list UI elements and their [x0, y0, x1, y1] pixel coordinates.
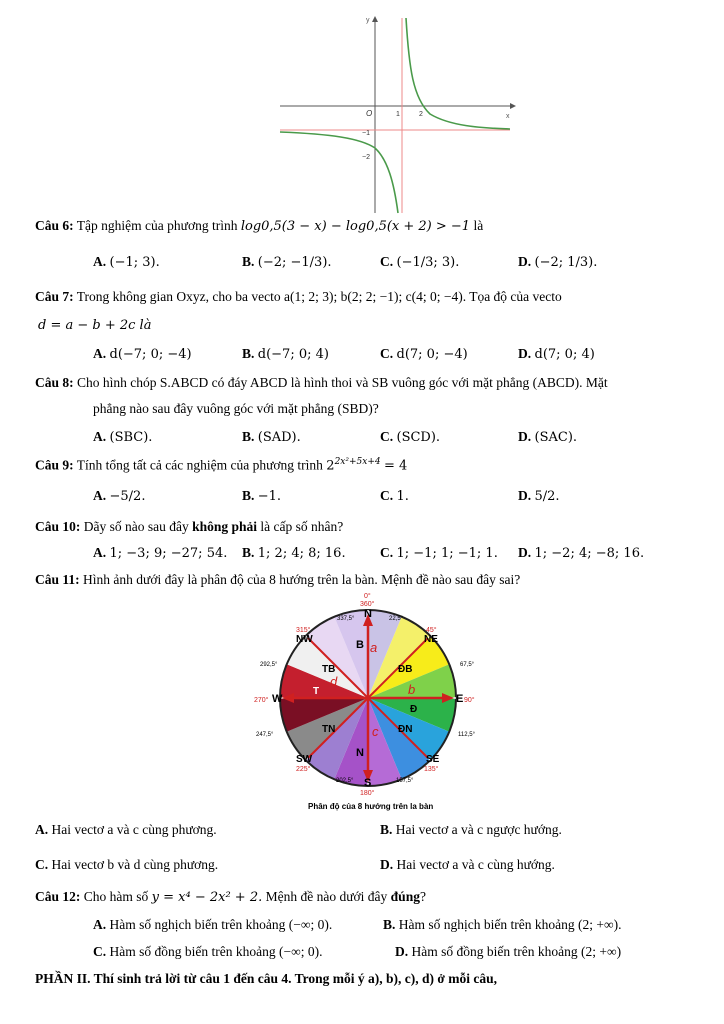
- origin-label: O: [366, 109, 373, 118]
- option-letter: D.: [518, 254, 532, 269]
- q6-stem: [35, 218, 483, 234]
- option-value: 1; −3; 9; −27; 54.: [109, 546, 228, 561]
- option-letter: C.: [380, 429, 394, 444]
- deg-112: 112,5°: [458, 732, 475, 738]
- q12-text-post: ?: [419, 889, 426, 904]
- label-t: T: [313, 686, 320, 697]
- option-letter: C.: [35, 857, 49, 872]
- q7-line2: d = a − b + 2c là: [38, 318, 152, 333]
- deg-90: 90°: [464, 697, 475, 704]
- q8-option-d[interactable]: [518, 429, 577, 445]
- q7-label: Câu 7:: [35, 289, 74, 304]
- q7-option-d[interactable]: [518, 346, 595, 362]
- q12-option-c[interactable]: [93, 944, 322, 960]
- q12-text-pre: Cho hàm số: [83, 889, 149, 904]
- deg-157: 157,5°: [396, 778, 414, 784]
- q8-option-a[interactable]: [93, 429, 152, 445]
- option-letter: A.: [93, 346, 107, 361]
- label-dn: ĐN: [398, 724, 413, 735]
- q10-stem: [35, 519, 343, 535]
- q11-option-a[interactable]: [35, 822, 217, 838]
- option-value: (SAC).: [534, 430, 578, 445]
- deg-247: 247,5°: [256, 732, 274, 738]
- label-db: ĐB: [398, 664, 413, 675]
- option-value: (SBC).: [109, 430, 153, 445]
- q8-text: Cho hình chóp S.ABCD có đáy ABCD là hình thoi và SB vuông góc với mặt phẳng (ABCD). Mặt: [77, 375, 608, 390]
- deg-337: 337,5°: [337, 616, 355, 622]
- tick-x1: 1: [396, 111, 400, 118]
- option-value: −5/2.: [109, 489, 146, 504]
- q10-option-d[interactable]: [518, 545, 644, 561]
- q7-text: Trong không gian Oxyz, cho ba vecto a(1; 2; 3); b(2; 2; −1); c(4; 0; −4). Tọa độ của vecto: [76, 289, 562, 304]
- function-graph: [270, 8, 520, 218]
- option-value: Hàm số nghịch biến trên khoảng (−∞; 0).: [109, 917, 333, 932]
- q11-text: Hình ảnh dưới đây là phân độ của 8 hướng trên la bàn. Mệnh đề nào sau đây sai?: [83, 572, 521, 587]
- q9-option-d[interactable]: [518, 488, 560, 504]
- option-letter: D.: [518, 545, 532, 560]
- option-value: 1; −2; 4; −8; 16.: [534, 546, 645, 561]
- option-letter: B.: [242, 488, 255, 503]
- axis-x-label: x: [506, 113, 510, 120]
- label-west: W: [272, 693, 283, 705]
- option-value: Hàm số đồng biến trên khoảng (−∞; 0).: [109, 944, 323, 959]
- option-letter: B.: [380, 822, 393, 837]
- option-value: (SCD).: [396, 430, 441, 445]
- q8-option-b[interactable]: [242, 429, 301, 445]
- vec-c-label: c: [372, 724, 379, 739]
- q9-text: Tính tổng tất cả các nghiệm của phương trình: [76, 457, 323, 473]
- option-value: Hai vectơ a và c ngược hướng.: [395, 822, 562, 837]
- q7-option-b[interactable]: [242, 346, 329, 362]
- option-value: d(7; 0; 4): [534, 347, 595, 362]
- q12-option-d[interactable]: [395, 944, 621, 960]
- option-value: Hai vectơ a và c cùng phương.: [51, 822, 217, 837]
- q7-stem: [35, 289, 562, 305]
- option-value: Hàm số đồng biến trên khoảng (2; +∞): [411, 944, 622, 959]
- q6-option-c[interactable]: [380, 254, 459, 270]
- compass-diagram: [252, 590, 482, 812]
- option-value: 5/2.: [534, 489, 560, 504]
- q7-option-a[interactable]: [93, 346, 192, 362]
- label-nn: N: [356, 747, 364, 759]
- option-letter: A.: [93, 545, 107, 560]
- q6-label: Câu 6:: [35, 218, 74, 233]
- deg-225: 225°: [296, 766, 311, 773]
- tick-y2: −2: [362, 154, 370, 161]
- q8-line2: phẳng nào sau đây vuông góc với mặt phẳng (SBD)?: [93, 401, 379, 416]
- q11-option-b[interactable]: [380, 822, 562, 838]
- q12-stem: [35, 889, 426, 905]
- option-letter: C.: [380, 545, 394, 560]
- deg-292: 292,5°: [260, 662, 278, 668]
- option-value: 1; 2; 4; 8; 16.: [257, 546, 346, 561]
- option-value: −1.: [257, 489, 282, 504]
- q12-text-mid: Mệnh đề nào dưới đây: [265, 889, 388, 904]
- option-letter: A.: [35, 822, 49, 837]
- q11-stem: [35, 572, 520, 588]
- option-value: (−1/3; 3).: [396, 255, 460, 270]
- option-letter: D.: [518, 488, 532, 503]
- option-value: d(7; 0; −4): [396, 347, 468, 362]
- q11-option-c[interactable]: [35, 857, 218, 873]
- q10-option-a[interactable]: [93, 545, 227, 561]
- option-letter: D.: [380, 857, 394, 872]
- label-tb: TB: [322, 664, 336, 675]
- q9-expr-exp: 2x²+5x+4: [334, 457, 381, 467]
- q8-option-c[interactable]: [380, 429, 440, 445]
- deg-360: 360°: [360, 601, 375, 608]
- q12-option-a[interactable]: [93, 917, 332, 933]
- option-letter: D.: [395, 944, 409, 959]
- q10-text-pre: Dãy số nào sau đây: [83, 519, 189, 534]
- q9-option-b[interactable]: [242, 488, 281, 504]
- deg-270: 270°: [254, 697, 269, 704]
- vec-a-label: a: [370, 640, 378, 655]
- q11-option-d[interactable]: [380, 857, 555, 873]
- label-b: B: [356, 639, 364, 651]
- option-value: 1; −1; 1; −1; 1.: [396, 546, 498, 561]
- q6-expr: log0,5(3 − x) − log0,5(x + 2) > −1: [240, 219, 471, 234]
- option-value: Hàm số nghịch biến trên khoảng (2; +∞).: [398, 917, 622, 932]
- option-value: (−2; −1/3).: [257, 255, 332, 270]
- option-letter: A.: [93, 917, 107, 932]
- option-letter: A.: [93, 488, 107, 503]
- q9-expr-base: 2: [326, 458, 335, 474]
- label-south: S: [364, 777, 372, 789]
- option-letter: C.: [93, 944, 107, 959]
- q9-option-a[interactable]: [93, 488, 145, 504]
- q9-option-c[interactable]: [380, 488, 409, 504]
- deg-67: 67,5°: [460, 662, 475, 668]
- part2-heading: PHẦN II. Thí sinh trả lời từ câu 1 đến câu 4. Trong mỗi ý a), b), c), d) ở mỗi câu,: [35, 971, 497, 986]
- q6-text: Tập nghiệm của phương trình: [76, 218, 238, 233]
- deg-180: 180°: [360, 790, 375, 797]
- tick-y1: −1: [362, 130, 370, 137]
- option-letter: B.: [242, 254, 255, 269]
- q6-option-a[interactable]: [93, 254, 160, 270]
- compass-caption: Phân độ của 8 hướng trên la bàn: [308, 802, 434, 811]
- q8-label: Câu 8:: [35, 375, 74, 390]
- deg-135: 135°: [424, 766, 439, 773]
- label-tn: TN: [322, 724, 336, 735]
- q9-label: Câu 9:: [35, 457, 74, 473]
- deg-315: 315°: [296, 627, 311, 634]
- label-ne: NE: [424, 634, 438, 645]
- option-value: d(−7; 0; 4): [257, 347, 329, 362]
- label-d: Đ: [410, 704, 418, 715]
- deg-0: 0°: [364, 593, 371, 600]
- label-se: SE: [426, 754, 440, 765]
- vec-b-label: b: [408, 682, 416, 697]
- q10-option-c[interactable]: [380, 545, 498, 561]
- option-letter: B.: [242, 429, 255, 444]
- deg-45: 45°: [426, 627, 437, 634]
- q12-expr: y = x⁴ − 2x² + 2.: [151, 890, 263, 905]
- label-east: E: [456, 693, 464, 705]
- tick-x2: 2: [419, 111, 423, 118]
- q6-tail: là: [473, 218, 484, 233]
- q10-text-post: là cấp số nhân?: [260, 519, 344, 534]
- label-north: N: [364, 608, 372, 620]
- option-letter: B.: [242, 346, 255, 361]
- option-value: d(−7; 0; −4): [109, 347, 192, 362]
- option-letter: A.: [93, 429, 107, 444]
- q12-text-bold: đúng: [390, 889, 420, 904]
- q11-label: Câu 11:: [35, 572, 80, 587]
- option-letter: B.: [383, 917, 396, 932]
- label-sw: SW: [296, 754, 313, 765]
- option-value: (−2; 1/3).: [534, 255, 598, 270]
- option-letter: D.: [518, 429, 532, 444]
- q6-option-b[interactable]: [242, 254, 332, 270]
- option-letter: C.: [380, 488, 394, 503]
- option-letter: B.: [242, 545, 255, 560]
- q9-expr-rhs: = 4: [383, 458, 408, 474]
- option-value: Hai vectơ a và c cùng hướng.: [396, 857, 555, 872]
- q8-stem: [35, 375, 608, 391]
- vec-d-label: d: [330, 674, 338, 689]
- q10-label: Câu 10:: [35, 519, 81, 534]
- q10-option-b[interactable]: [242, 545, 346, 561]
- option-value: (−1; 3).: [109, 255, 160, 270]
- q6-option-d[interactable]: [518, 254, 597, 270]
- option-value: (SAD).: [257, 430, 301, 445]
- deg-22: 22,5°: [389, 616, 404, 622]
- axis-y-label: y: [366, 17, 370, 24]
- q10-text-bold: không phải: [192, 519, 258, 534]
- option-value: 1.: [396, 489, 409, 504]
- option-value: Hai vectơ b và d cùng phương.: [51, 857, 219, 872]
- label-nw: NW: [296, 634, 313, 645]
- q7-option-c[interactable]: [380, 346, 468, 362]
- deg-202: 202,5°: [336, 778, 354, 784]
- q12-label: Câu 12:: [35, 889, 81, 904]
- option-letter: D.: [518, 346, 532, 361]
- q12-option-b[interactable]: [383, 917, 621, 933]
- q9-stem: [35, 457, 407, 474]
- option-letter: A.: [93, 254, 107, 269]
- option-letter: C.: [380, 254, 394, 269]
- option-letter: C.: [380, 346, 394, 361]
